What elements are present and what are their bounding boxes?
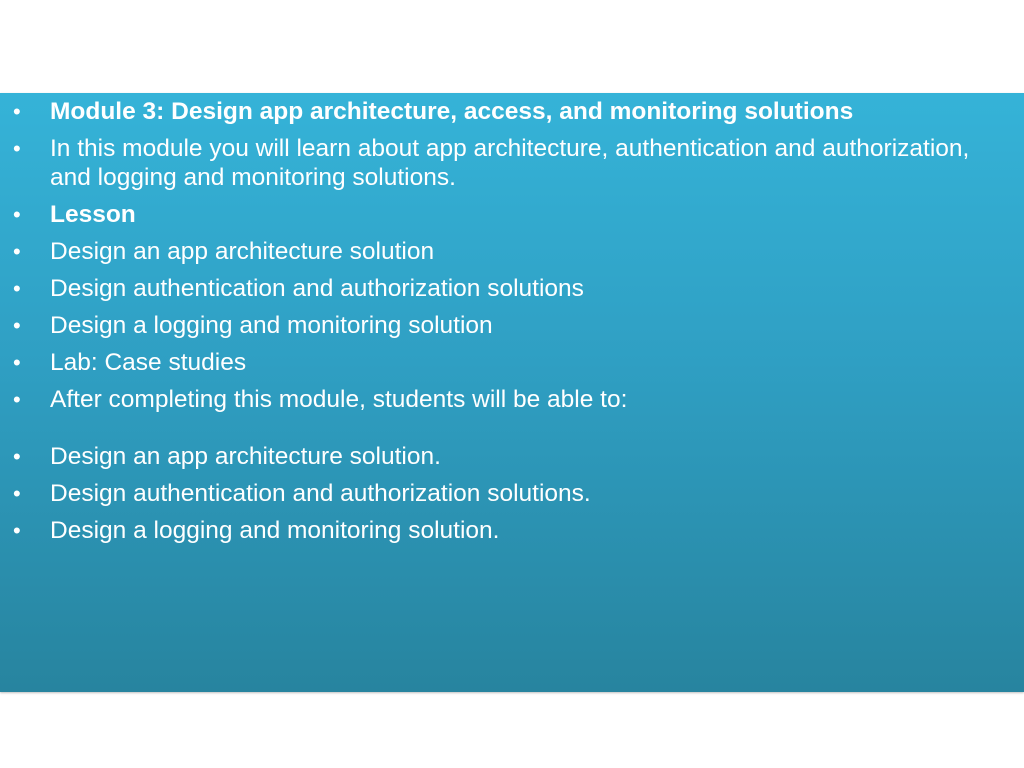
bullet-dot-icon: • bbox=[13, 136, 21, 161]
bullet-item bbox=[0, 479, 1000, 508]
bullet-item bbox=[0, 134, 1000, 192]
bullet-dot-icon: • bbox=[13, 202, 21, 227]
bullet-item bbox=[0, 348, 1000, 377]
bullet-dot-icon: • bbox=[13, 444, 21, 469]
bullet-dot-icon: • bbox=[13, 313, 21, 338]
bullet-item bbox=[0, 442, 1000, 471]
module-description: In this module you will learn about app architecture, authentication and authorization, and logging and monitoring solutions. bbox=[50, 135, 970, 191]
bullet-item bbox=[0, 200, 1000, 229]
bullet-item bbox=[0, 311, 1000, 340]
bullet-list bbox=[0, 97, 1000, 553]
bullet-item bbox=[0, 237, 1000, 266]
bullet-item bbox=[0, 516, 1000, 545]
bullet-dot-icon: • bbox=[13, 276, 21, 301]
objective-item: Design a logging and monitoring solution. bbox=[50, 517, 500, 544]
objectives-intro: After completing this module, students will be able to: bbox=[50, 386, 628, 413]
lesson-item: Design authentication and authorization solutions bbox=[50, 275, 584, 302]
bullet-dot-icon: • bbox=[13, 99, 21, 124]
lesson-item: Design a logging and monitoring solution bbox=[50, 312, 493, 339]
bullet-dot-icon: • bbox=[13, 350, 21, 375]
lesson-heading: Lesson bbox=[50, 201, 136, 228]
bullet-item bbox=[0, 274, 1000, 303]
bullet-dot-icon: • bbox=[13, 481, 21, 506]
bullet-item bbox=[0, 385, 1000, 414]
module-title: Module 3: Design app architecture, access, and monitoring solutions bbox=[50, 98, 854, 125]
bullet-dot-icon: • bbox=[13, 387, 21, 412]
lab-item: Lab: Case studies bbox=[50, 349, 247, 376]
lesson-item: Design an app architecture solution bbox=[50, 238, 435, 265]
content-box bbox=[0, 93, 1024, 692]
bullet-dot-icon: • bbox=[13, 239, 21, 264]
bullet-dot-icon: • bbox=[13, 518, 21, 543]
bullet-item bbox=[0, 97, 1000, 126]
objective-item: Design an app architecture solution. bbox=[50, 443, 441, 470]
objective-item: Design authentication and authorization solutions. bbox=[50, 480, 591, 507]
